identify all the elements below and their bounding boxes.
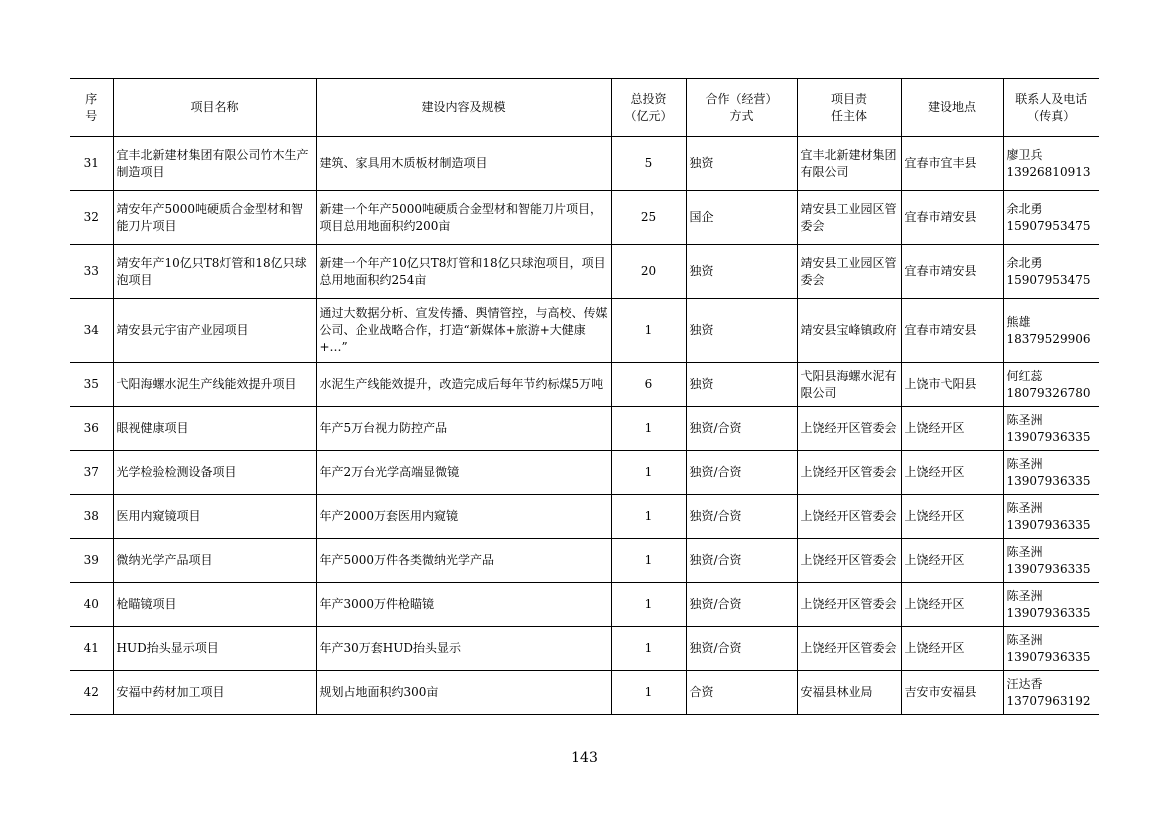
project-location: 上饶经开区 [901,627,1003,671]
cooperation-mode: 独资 [686,137,797,191]
cooperation-mode: 独资/合资 [686,627,797,671]
row-number: 32 [70,191,113,245]
cooperation-mode: 独资 [686,245,797,299]
project-location: 上饶经开区 [901,495,1003,539]
page-number: 143 [571,750,598,766]
project-name: 安福中药材加工项目 [113,671,316,715]
responsible-entity: 上饶经开区管委会 [797,583,901,627]
project-content: 年产2000万套医用内窥镜 [316,495,611,539]
contact-phone: 13907936335 [1006,561,1091,576]
contact-info [1003,191,1099,245]
project-investment: 1 [611,627,686,671]
row-number: 42 [70,671,113,715]
project-name: 靖安年产5000吨硬质合金型材和智能刀片项目 [113,191,316,245]
responsible-entity: 宜丰北新建材集团有限公司 [797,137,901,191]
contact-name: 汪达香 [1006,676,1043,691]
contact-name: 陈圣洲 [1006,632,1043,647]
contact-phone: 13907936335 [1006,429,1091,444]
contact-info [1003,299,1099,363]
cooperation-mode: 独资/合资 [686,495,797,539]
project-name: 眼视健康项目 [113,407,316,451]
project-location: 宜春市宜丰县 [901,137,1003,191]
project-location: 宜春市靖安县 [901,191,1003,245]
responsible-entity: 上饶经开区管委会 [797,451,901,495]
responsible-entity: 靖安县工业园区管委会 [797,245,901,299]
project-investment: 1 [611,407,686,451]
contact-phone: 13907936335 [1006,473,1091,488]
row-number: 35 [70,363,113,407]
contact-name: 陈圣洲 [1006,412,1043,427]
contact-phone: 13707963192 [1006,693,1091,708]
table-row [70,363,1099,407]
project-location: 上饶经开区 [901,451,1003,495]
contact-phone: 13907936335 [1006,517,1091,532]
row-number: 31 [70,137,113,191]
table-row [70,539,1099,583]
contact-name: 余北勇 [1006,255,1043,270]
responsible-entity: 上饶经开区管委会 [797,539,901,583]
table-row [70,583,1099,627]
header-owner: 项目责 任主体 [797,79,901,137]
project-investment: 1 [611,671,686,715]
project-content: 年产5万台视力防控产品 [316,407,611,451]
project-investment: 1 [611,495,686,539]
project-content: 年产5000万件各类微纳光学产品 [316,539,611,583]
project-name: HUD抬头显示项目 [113,627,316,671]
project-location: 宜春市靖安县 [901,299,1003,363]
header-mode: 合作（经营） 方式 [686,79,797,137]
contact-info [1003,627,1099,671]
table-row [70,451,1099,495]
header-content: 建设内容及规模 [316,79,611,137]
project-investment: 5 [611,137,686,191]
row-number: 34 [70,299,113,363]
contact-name: 陈圣洲 [1006,588,1043,603]
contact-info [1003,495,1099,539]
header-investment: 总投资 （亿元） [611,79,686,137]
header-location: 建设地点 [901,79,1003,137]
project-investment: 1 [611,299,686,363]
project-name: 微纳光学产品项目 [113,539,316,583]
project-table [70,78,1099,715]
table-row [70,191,1099,245]
project-name: 光学检验检测设备项目 [113,451,316,495]
contact-phone: 18079326780 [1006,385,1091,400]
row-number: 39 [70,539,113,583]
project-content: 水泥生产线能效提升，改造完成后每年节约标煤5万吨 [316,363,611,407]
contact-info [1003,583,1099,627]
project-content: 年产30万套HUD抬头显示 [316,627,611,671]
cooperation-mode: 独资 [686,363,797,407]
project-name: 靖安年产10亿只T8灯管和18亿只球泡项目 [113,245,316,299]
row-number: 33 [70,245,113,299]
contact-name: 余北勇 [1006,201,1043,216]
contact-phone: 13907936335 [1006,605,1091,620]
project-name: 宜丰北新建材集团有限公司竹木生产制造项目 [113,137,316,191]
contact-info [1003,245,1099,299]
project-location: 吉安市安福县 [901,671,1003,715]
project-location: 宜春市靖安县 [901,245,1003,299]
project-content: 年产2万台光学高端显微镜 [316,451,611,495]
responsible-entity: 安福县林业局 [797,671,901,715]
project-content: 建筑、家具用木质板材制造项目 [316,137,611,191]
header-name: 项目名称 [113,79,316,137]
row-number: 36 [70,407,113,451]
project-investment: 6 [611,363,686,407]
contact-info [1003,363,1099,407]
contact-name: 陈圣洲 [1006,500,1043,515]
project-content: 规划占地面积约300亩 [316,671,611,715]
contact-phone: 13907936335 [1006,649,1091,664]
row-number: 38 [70,495,113,539]
project-name: 弋阳海螺水泥生产线能效提升项目 [113,363,316,407]
project-location: 上饶经开区 [901,583,1003,627]
responsible-entity: 靖安县宝峰镇政府 [797,299,901,363]
cooperation-mode: 独资/合资 [686,407,797,451]
cooperation-mode: 独资 [686,299,797,363]
cooperation-mode: 合资 [686,671,797,715]
project-location: 上饶经开区 [901,407,1003,451]
project-content: 新建一个年产5000吨硬质合金型材和智能刀片项目，项目总用地面积约200亩 [316,191,611,245]
contact-info [1003,137,1099,191]
contact-info [1003,407,1099,451]
contact-info [1003,671,1099,715]
cooperation-mode: 独资/合资 [686,451,797,495]
project-investment: 1 [611,583,686,627]
contact-name: 熊雄 [1006,314,1031,329]
table-row [70,137,1099,191]
table-row [70,299,1099,363]
table-row [70,407,1099,451]
contact-phone: 15907953475 [1006,272,1091,287]
contact-phone: 18379529906 [1006,331,1091,346]
cooperation-mode: 独资/合资 [686,583,797,627]
responsible-entity: 上饶经开区管委会 [797,407,901,451]
responsible-entity: 弋阳县海螺水泥有限公司 [797,363,901,407]
cooperation-mode: 国企 [686,191,797,245]
contact-name: 廖卫兵 [1006,147,1043,162]
contact-phone: 15907953475 [1006,218,1091,233]
project-investment: 20 [611,245,686,299]
project-investment: 25 [611,191,686,245]
contact-name: 陈圣洲 [1006,456,1043,471]
row-number: 37 [70,451,113,495]
project-content: 通过大数据分析、宣发传播、舆情管控，与高校、传媒公司、企业战略合作，打造“新媒体+旅游+大健康+…” [316,299,611,363]
row-number: 41 [70,627,113,671]
contact-info [1003,451,1099,495]
project-name: 枪瞄镜项目 [113,583,316,627]
table-row [70,495,1099,539]
project-name: 医用内窥镜项目 [113,495,316,539]
responsible-entity: 上饶经开区管委会 [797,495,901,539]
contact-name: 何红蕊 [1006,368,1043,383]
project-location: 上饶市弋阳县 [901,363,1003,407]
table-row [70,627,1099,671]
project-name: 靖安县元宇宙产业园项目 [113,299,316,363]
project-location: 上饶经开区 [901,539,1003,583]
project-investment: 1 [611,451,686,495]
contact-name: 陈圣洲 [1006,544,1043,559]
table-body [70,137,1099,715]
project-content: 新建一个年产10亿只T8灯管和18亿只球泡项目，项目总用地面积约254亩 [316,245,611,299]
responsible-entity: 靖安县工业园区管委会 [797,191,901,245]
table-row [70,671,1099,715]
table-row [70,245,1099,299]
project-content: 年产3000万件枪瞄镜 [316,583,611,627]
contact-info [1003,539,1099,583]
header-contact: 联系人及电话 （传真） [1003,79,1099,137]
responsible-entity: 上饶经开区管委会 [797,627,901,671]
contact-phone: 13926810913 [1006,164,1091,179]
cooperation-mode: 独资/合资 [686,539,797,583]
project-investment: 1 [611,539,686,583]
row-number: 40 [70,583,113,627]
header-no: 序 号 [70,79,113,137]
header-row [70,79,1099,137]
